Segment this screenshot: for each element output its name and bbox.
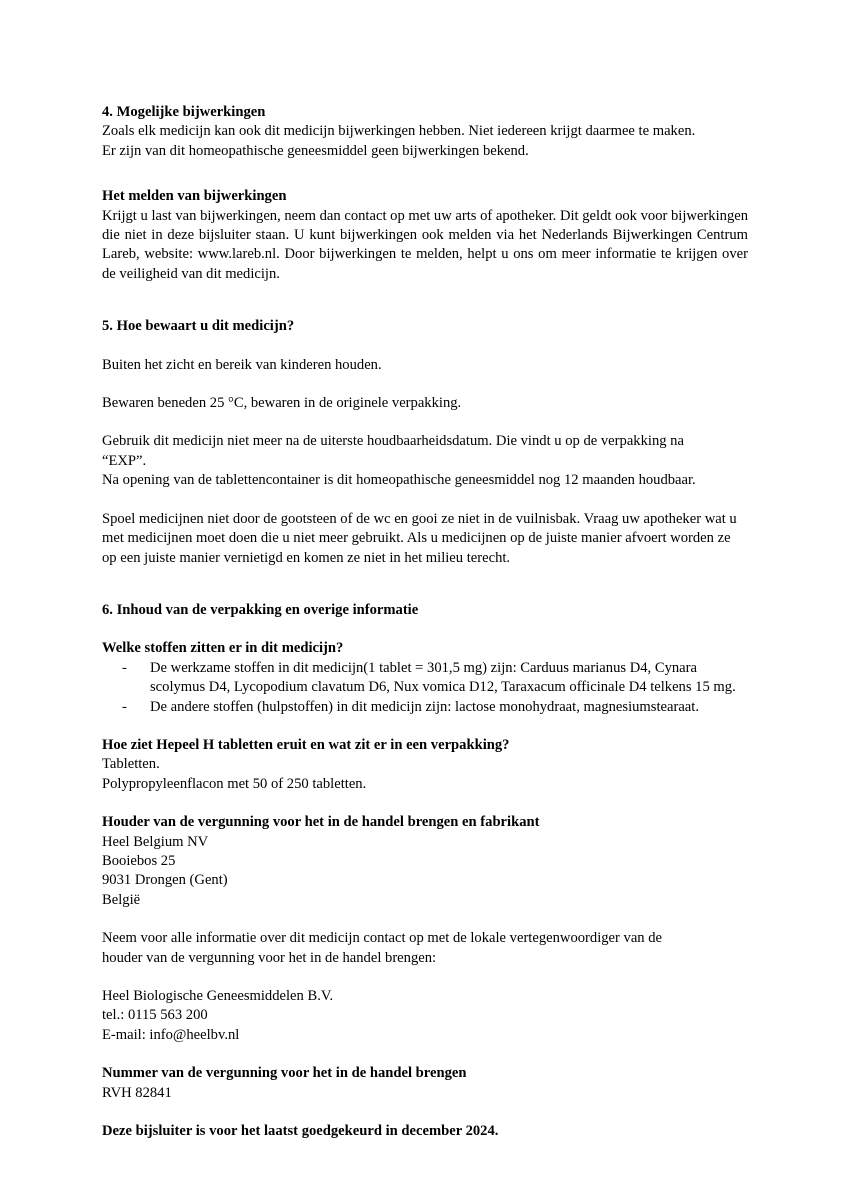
authorisation-number-value: RVH 82841 [102,1084,172,1101]
spacer [102,1045,748,1064]
spacer [102,413,748,432]
expiry-date-line-1: Gebruik dit medicijn niet meer na de uiterste houdbaarheidsdatum. Die vindt u op de verpakking na [102,433,684,450]
section-4-paragraph-line-1: Zoals elk medicijn kan ook dit medicijn bijwerkingen hebben. Niet iedereen krijgt daarmee te maken. [102,123,696,140]
ingredients-list [102,659,748,717]
spacer [102,968,748,987]
dash-marker: - [122,698,127,715]
marketing-holder-address-line: 9031 Drongen (Gent) [102,872,228,889]
spacer [102,337,748,356]
marketing-holder-address-line: België [102,891,141,908]
spacer [102,568,748,601]
spacer [102,375,748,394]
marketing-holder-address-line: Booiebos 25 [102,852,176,869]
list-item [102,659,748,698]
spacer [102,161,748,187]
section-4-heading: 4. Mogelijke bijwerkingen [102,104,266,120]
marketing-holder-address-line: Heel Belgium NV [102,833,209,850]
disposal-paragraph: Spoel medicijnen niet door de gootsteen of de wc en gooi ze niet in de vuilnisbak. Vraag uw apotheker wat u met medicijnen moet doen die u niet meer gebruikt. Als u medicijnen op de juiste manier afvoert worden ze op een juiste manier vernietigd en komen ze niet in het milieu terecht. [102,510,737,566]
list-item-text: De andere stoffen (hulpstoffen) in dit medicijn zijn: lactose monohydraat, magnesiumstearaat. [150,698,699,715]
spacer [102,910,748,929]
reporting-side-effects-heading: Het melden van bijwerkingen [102,188,287,205]
spacer [102,491,748,510]
shelf-life-after-opening: Na opening van de tablettencontainer is dit homeopathische geneesmiddel nog 12 maanden houdbaar. [102,472,696,489]
authorisation-number-heading: Nummer van de vergunning voor het in de handel brengen [102,1065,467,1082]
reporting-side-effects-paragraph: Krijgt u last van bijwerkingen, neem dan contact op met uw arts of apotheker. Dit geldt ook voor bijwerkingen die niet in deze bijsluiter staan. U kunt bijwerkingen ook melden via het Nederlands Bijwerkingen Centrum Lareb, website: www.lareb.nl. Door bijwerkingen te melden, helpt u ons om meer informatie te krijgen over de veiligheid van dit medicijn. [102,207,749,282]
list-item-text: De werkzame stoffen in dit medicijn(1 tablet = 301,5 mg) zijn: Carduus marianus D4, Cynara scolymus D4, Lycopodium clavatum D6, Nux vomica D12, Taraxacum officinale D4 telkens 15 mg. [150,659,736,696]
list-item [102,698,748,717]
spacer [102,1103,748,1122]
expiry-date-line-2: “EXP”. [102,452,147,469]
spacer [102,794,748,813]
spacer [102,717,748,736]
appearance-line-1: Tabletten. [102,756,160,773]
last-approval-date: Deze bijsluiter is voor het laatst goedgekeurd in december 2024. [102,1123,499,1140]
local-representative-phone: tel.: 0115 563 200 [102,1007,208,1024]
section-6-heading: 6. Inhoud van de verpakking en overige informatie [102,601,419,618]
marketing-holder-heading: Houder van de vergunning voor het in de handel brengen en fabrikant [102,814,540,831]
local-representative-intro-line-1: Neem voor alle informatie over dit medicijn contact op met de lokale vertegenwoordiger van de [102,930,663,947]
section-4-paragraph-line-2: Er zijn van dit homeopathische geneesmiddel geen bijwerkingen bekend. [102,142,529,159]
local-representative-name: Heel Biologische Geneesmiddelen B.V. [102,988,334,1004]
storage-keep-away-from-children: Buiten het zicht en bereik van kinderen houden. [102,356,382,373]
document-body [102,103,748,1141]
spacer [102,284,748,317]
appearance-line-2: Polypropyleenflacon met 50 of 250 tabletten. [102,775,367,792]
local-representative-email: E-mail: info@heelbv.nl [102,1026,240,1043]
ingredients-heading: Welke stoffen zitten er in dit medicijn? [102,640,344,657]
section-5-heading: 5. Hoe bewaart u dit medicijn? [102,318,295,335]
spacer [102,620,748,639]
dash-marker: - [122,659,127,676]
appearance-heading: Hoe ziet Hepeel H tabletten eruit en wat zit er in een verpakking? [102,736,510,753]
storage-temperature: Bewaren beneden 25 °C, bewaren in de originele verpakking. [102,395,462,412]
local-representative-intro-line-2: houder van de vergunning voor het in de handel brengen: [102,949,437,966]
